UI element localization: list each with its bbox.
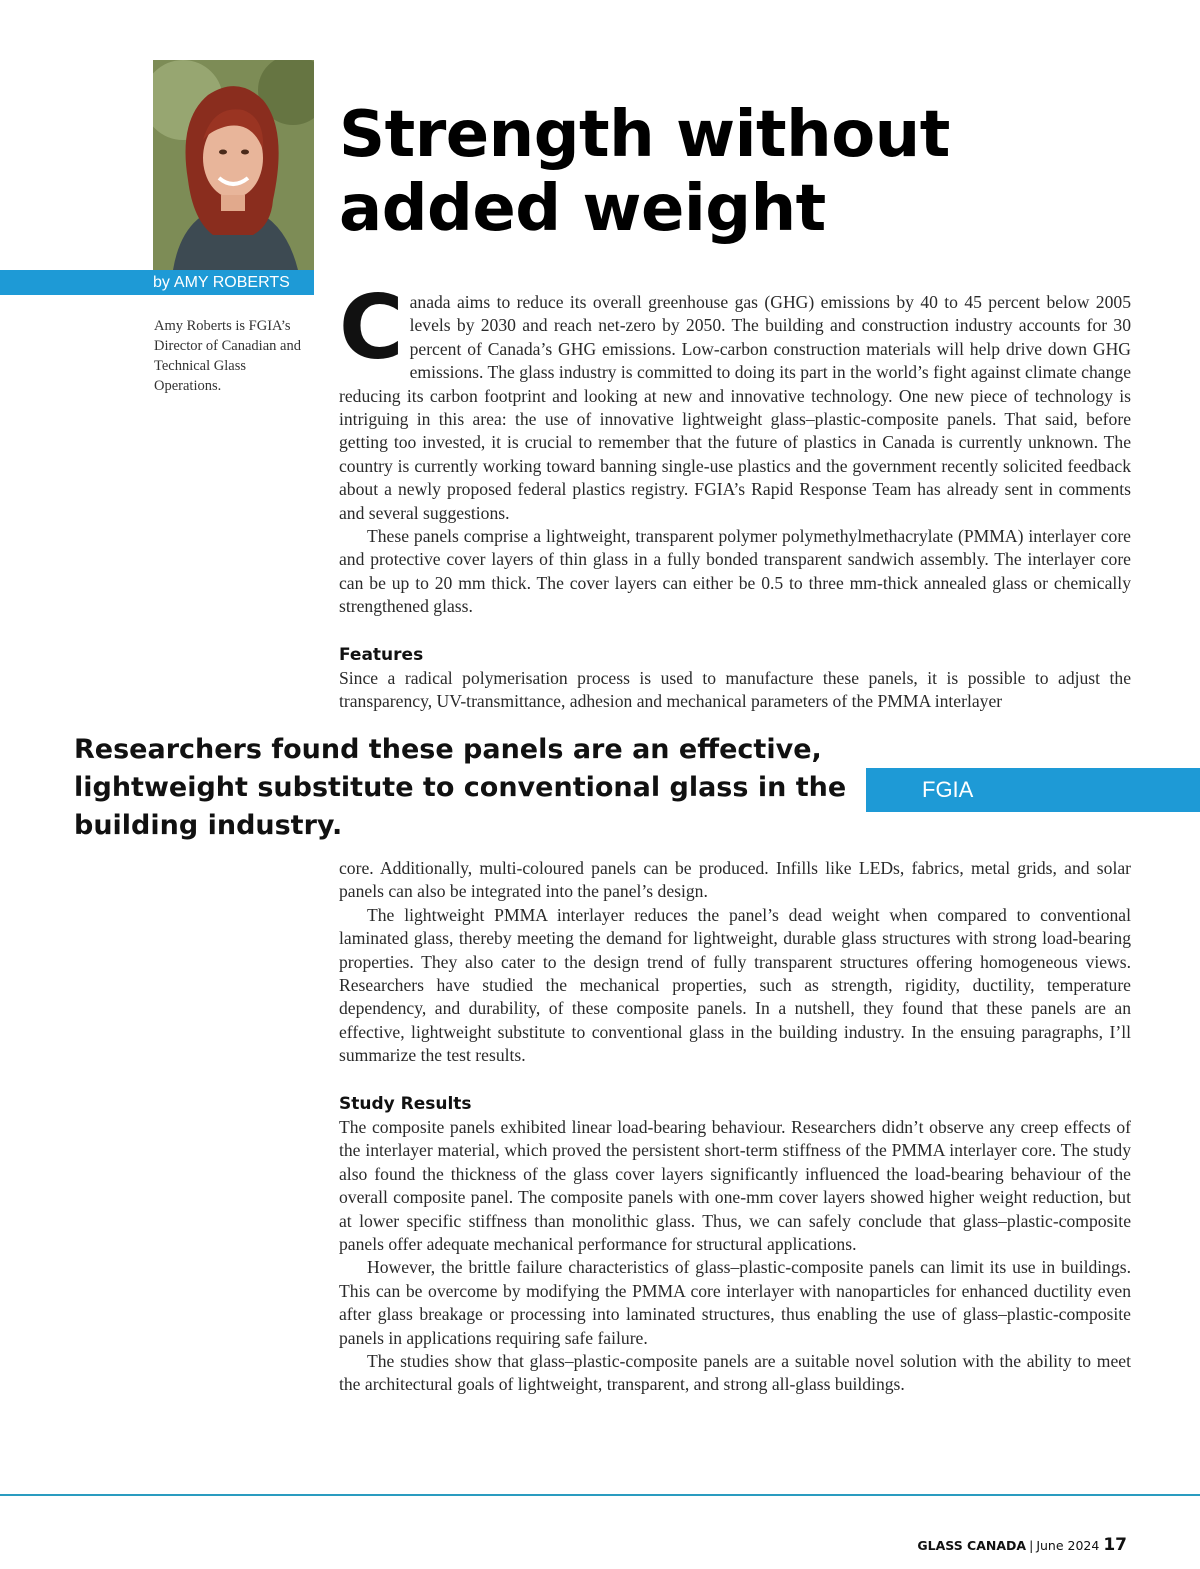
article-body-intro: [339, 276, 1131, 619]
byline: [153, 271, 290, 294]
article-body-features: [339, 644, 1131, 714]
page-number: 17: [1103, 1535, 1127, 1555]
features-heading: Features: [339, 645, 424, 665]
study-paragraph-1: The composite panels exhibited linear load-bearing behaviour. Researchers didn’t observe any creep effects of the interlayer material, which proved the persistent short-term stiffness of the PMMA interlayer core. The study also found the thickness of the glass cover layers significantly influenced the load-bearing behaviour of the overall composite panel. The composite panels with one-mm cover layers showed higher weight reduction, but at lower specific stiffness than monolithic glass. Thus, we can safely conclude that glass–plastic-composite panels offer adequate mechanical performance for structural applications.: [339, 1117, 1131, 1255]
section-tag: FGIA: [866, 768, 1200, 812]
publication-name: GLASS CANADA: [917, 1538, 1027, 1553]
article-headline: Strength without added weight: [339, 98, 950, 246]
author-name: AMY ROBERTS: [173, 274, 290, 291]
features-paragraph-end: core. Additionally, multi-coloured panels can be produced. Infills like LEDs, fabrics, metal grids, and solar panels can also be integrated into the panel’s design.: [339, 858, 1131, 902]
byline-prefix: by: [153, 274, 170, 291]
features-paragraph-start: Since a radical polymerisation process is used to manufacture these panels, it is possible to adjust the transparency, UV-transmittance, adhesion and mechanical parameters of the PMMA interlayer: [339, 668, 1131, 712]
author-photo: [153, 60, 314, 270]
pull-quote: Researchers found these panels are an effective, lightweight substitute to conventional glass in the building industry.: [74, 734, 847, 841]
page-footer: [917, 1535, 1127, 1555]
study-results-heading: Study Results: [339, 1094, 472, 1114]
drop-cap: C: [339, 276, 404, 379]
paragraph-panels: These panels comprise a lightweight, transparent polymer polymethylmethacrylate (PMMA) interlayer core and protective cover layers of thin glass in a fully bonded transparent sandwich assembly. The interlayer core can be up to 20 mm thick. The cover layers can either be 0.5 to three mm-thick annealed glass or chemically strengthened glass.: [339, 526, 1131, 617]
footer-separator: |: [1029, 1538, 1034, 1553]
issue-date: June 2024: [1036, 1538, 1100, 1553]
footer-rule: [0, 1494, 1200, 1496]
study-paragraph-2: However, the brittle failure characteristics of glass–plastic-composite panels can limit its use in buildings. This can be overcome by modifying the PMMA core interlayer with nanoparticles for enhanced ductility even after glass breakage or processing into laminated structures, thus enabling the use of glass–plastic-composite panels in applications requiring safe failure.: [339, 1257, 1131, 1348]
author-bio: Amy Roberts is FGIA’s Director of Canadian and Technical Glass Operations.: [154, 318, 301, 394]
author-portrait-illustration: [153, 60, 314, 270]
intro-text: anada aims to reduce its overall greenhouse gas (GHG) emissions by 40 to 45 percent below 2005 levels by 2030 and reach net-zero by 2050. The building and construction industry accounts for 30 percent of Canada’s GHG emissions. Low-carbon construction materials will help drive down GHG emissions. The glass industry is committed to doing its part in the world’s fight against climate change reducing its carbon footprint and looking at new and innovative technology. One new piece of technology is intriguing in this area: the use of innovative lightweight glass–plastic-composite panels. That said, before getting too invested, it is crucial to remember that the future of plastics in Canada is currently unknown. The country is currently working toward banning single-use plastics and the government recently solicited feedback about a newly proposed federal plastics registry. FGIA’s Rapid Response Team has already sent in comments and several suggestions.: [339, 292, 1131, 523]
intro-paragraph: [339, 276, 1131, 525]
article-body-continued: [339, 857, 1131, 1068]
study-paragraph-3: The studies show that glass–plastic-composite panels are a suitable novel solution with the ability to meet the architectural goals of lightweight, transparent, and strong all-glass buildings.: [339, 1351, 1131, 1395]
paragraph-pmma-interlayer: The lightweight PMMA interlayer reduces the panel’s dead weight when compared to conventional laminated glass, thereby meeting the demand for lightweight, durable glass structures with strong load-bearing properties. They also cater to the design trend of fully transparent structures offering homogeneous views. Researchers have studied the mechanical properties, such as strength, rigidity, ductility, temperature dependency, and durability, of these composite panels. In a nutshell, they found that these panels are an effective, lightweight substitute to conventional glass in the building industry. In the ensuing paragraphs, I’ll summarize the test results.: [339, 904, 1131, 1066]
article-body-study: [339, 1093, 1131, 1397]
